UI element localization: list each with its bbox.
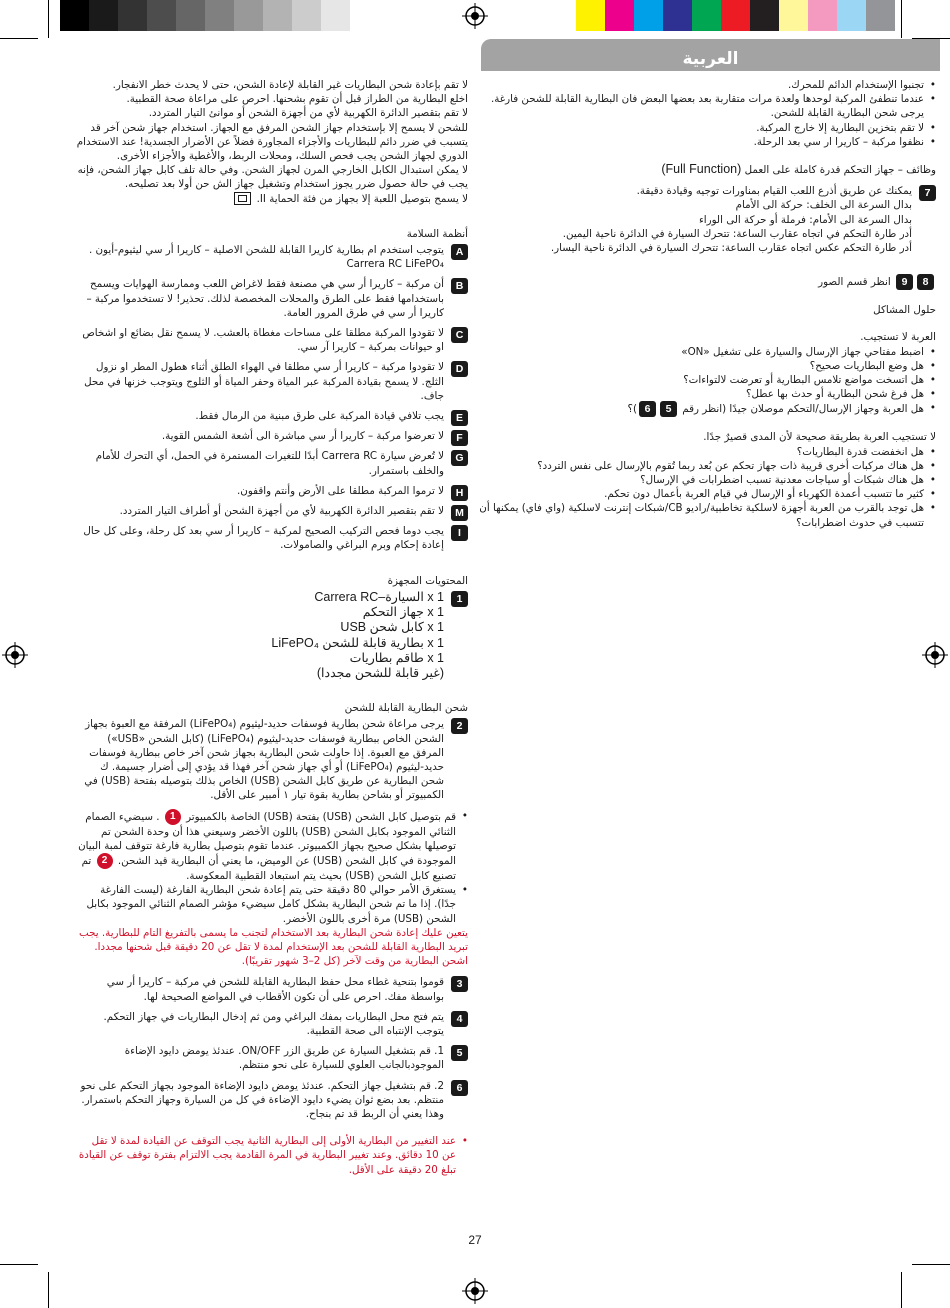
check-item: • كثير ما تتسبب أعمدة الكهرباء أو الإرسال في قيام العربة بأعمال دون تحكم. (476, 487, 936, 501)
crop-mark (48, 1272, 49, 1308)
badge-6: 6 (451, 1080, 468, 1096)
step-text: يرجى مراعاة شحن بطارية فوسفات حديد-ليثيوم (LiFePO₄) المرفقة مع العبوة بجهاز الشحن الخاص ببطارية فوسفات حديد-ليثيوم (LiFePO₄) (كابل الشحن «USB») المرفق مع العبوة. إذا حاولت شحن البطارية بجهاز شحن آخر خاص ببطارية فوسفات حديد-ليثيوم (LiFePO₄) أو أي جهاز شحن آخر فهذا قد يؤدي إلى أضرار جسيمة. ك شحن البطارية عن طريق كابل الشحن (USB) الخاص بذلك بتوصيله بفتحة (USB) في الكمبيوتر أو بشاحن بطارية بقوة تيار ١ أمبير على الأقل. (84, 718, 444, 802)
safety-title: أنظمة السلامة (406, 227, 468, 240)
color-swatch (750, 0, 779, 31)
safety-item-text: لا تقودوا المركبة مطلقا على مساحات مغطاة بالعشب. لا يسمح نقل بضائع او اشخاص او حيوانات بمركبة – كاريرا آر سي. (82, 327, 444, 354)
color-swatch (866, 0, 895, 31)
check-item: • هل العربة وجهاز الإرسال/التحكم موصلان جيدًا (انظر رقم 56)؟ (476, 401, 936, 417)
badge-c: C (451, 327, 468, 343)
safety-item-text: أن مركبة – كاريرا أر سي هي مصنعة فقط لاغراض اللعب وممارسة الهوايات ويسمح باستخدامها فقط على الطرق والمحلات المخصصة لذلك. تحذير! لا تستخدموا مركبة – كاريرا أر سي في طرق المرور العامة. (86, 278, 444, 319)
safety-item (75, 484, 468, 498)
intro-bullet: • عندما تنطفئ المركبة لوحدها ولعدة مرات متقاربة بعد بعضها البعض فان البطارية القابلة للشحن فارغة. يرجى شحن البطارية القابلة للشحن. (476, 92, 936, 120)
crop-mark (912, 1264, 950, 1265)
safety-item (75, 409, 468, 423)
badge-f: F (451, 430, 468, 446)
color-swatch (692, 0, 721, 31)
intro-bullet: • تجنبوا الإستخدام الدائم للمحرك. (476, 78, 936, 92)
badge-2: 2 (451, 718, 468, 734)
warning-line: لا تقم بإعادة شحن البطاريات غير القابلة لإعادة الشحن، حتى لا يحدث خطر الانفجار. (112, 79, 468, 91)
badge-a: A (451, 244, 468, 260)
color-swatch (721, 0, 750, 31)
no-response-title: العربة لا تستجيب. (860, 331, 936, 344)
check-item: • هل توجد بالقرب من العربة أجهزة لاسلكية تخاطبية/راديو CB/شبكات إنترنت لاسلكية (واي فاي) يمكنها أن تتسبب في حدوث اضطرابات؟ (476, 501, 936, 529)
color-swatch (60, 0, 89, 31)
contents-title: المحتويات المجهزة (387, 574, 468, 587)
badge-i: I (451, 525, 468, 541)
safety-item-text: لا تعرضوا مركبة – كاريرا أر سي مباشرة الى أشعة الشمس القوية. (161, 430, 444, 443)
warning-line: اخلع البطارية من الطراز قبل أن تقوم بشحنها. احرص على مراعاة صحة القطبية. (126, 93, 468, 106)
language-label: العربية (682, 49, 739, 69)
badge-g: G (451, 450, 468, 466)
color-swatch (663, 0, 692, 31)
setup-step (75, 975, 468, 1003)
badge-5: 5 (660, 401, 677, 417)
check-item: • هل فرغ شحن البطارية أو حدث بها عطل؟ (476, 387, 936, 401)
charging-bullet: • قم بتوصيل كابل الشحن (USB) بفتحة (USB) الخاصة بالكمبيوتر 1 . سيضيء الصمام الثنائي الموجود بكابل الشحن (USB) باللون الأخضر وسيعني هذا أن وحدة الشحن تم توصيلها بشكل صحيح بجهاز الكمبيوتر. عندما تقوم بتوصيل بطارية فارغة تتوقف لمبة البيان الموجودة في كابل الشحن (USB) عن الوميض، ما يعني أن البطارية قيد الشحن. 2 تم تصنيع كابل الشحن (USB) بحيث يتم استبعاد القطبية المعكوسة. (75, 809, 468, 884)
check-item: • هل وضع البطاريات صحيح؟ (476, 359, 936, 373)
contents-line: 1 x كابل شحن USB (340, 620, 444, 635)
warning-line: لا يسمح بتوصيل اللعبة إلا بجهاز من فئة الحماية II. (75, 192, 468, 206)
color-swatch (605, 0, 634, 31)
crop-mark (48, 0, 49, 38)
badge-5: 5 (451, 1045, 468, 1061)
safety-list (75, 243, 468, 553)
crop-mark (0, 38, 38, 39)
language-tab (481, 39, 940, 71)
badge-9: 9 (896, 274, 913, 290)
circle-1: 1 (165, 809, 181, 825)
grayscale-swatch-bar (60, 0, 350, 31)
intro-bullet: • نظفوا مركبة – كاريرا ار سي بعد الرحلة. (476, 135, 936, 149)
color-swatch (837, 0, 866, 31)
step-line: أدر طارة التحكم عكس اتجاه عقارب الساعة: تتحرك السيارة في الدائرة ناحية اليسار. (550, 242, 912, 255)
badge-b: B (451, 278, 468, 294)
images-reference: 89 انظر قسم الصور (476, 274, 936, 290)
left-column (75, 78, 468, 1177)
step-line: بدال السرعة الى الخلف: حركة الى الأمام (735, 199, 912, 212)
color-swatch (234, 0, 263, 31)
setup-step (75, 1044, 468, 1072)
short-range-title: لا تستجيب العربة بطريقة صحيحة لأن المدى قصيرٌ جدًا. (703, 431, 936, 444)
safety-item (75, 360, 468, 403)
badge-7: 7 (919, 185, 936, 201)
color-swatch (263, 0, 292, 31)
check-item: • هل هناك مركبات أخرى قريبة ذات جهاز تحكم عن بُعد ربما تُقوم بالإرسال على نفس التردد؟ (476, 459, 936, 473)
color-swatch (176, 0, 205, 31)
step-line: بدال السرعة الى الأمام: فرملة أو حركة الى الوراء (698, 213, 912, 226)
step-7 (476, 184, 936, 255)
color-swatch (292, 0, 321, 31)
safety-item-text: يجب دوما فحص التركيب الصحيح لمركبة – كاريرا أر سي بعد كل رحلة، وعلى كل حال إعادة إحكام وبرم البراغي والصامولات. (83, 525, 444, 552)
charging-title: شحن البطارية القابلة للشحن (344, 702, 468, 715)
functions-title: وظائف – جهاز التحكم قدرة كاملة على العمل (Full Function) (661, 162, 936, 177)
safety-item-text: لا تُعرض سيارة Carrera RC أبدًا للتغيرات المستمرة في الحمل، أي التحرك للأمام والخلف باستمرار. (95, 450, 444, 477)
contents-line: 1 x جهاز التحكم (362, 605, 444, 620)
color-swatch (147, 0, 176, 31)
badge-4: 4 (451, 1011, 468, 1027)
safety-item-text: يتوجب استخدم ام بطارية كاريرا القابلة للشحن الاصلية – كاريرا أر سي ليثيوم-أيون . Carrera RC LiFePO₄ (88, 244, 444, 271)
safety-item-text: لا تقودوا مركبة – كاريرا أر سي مطلقا في الهواء الطلق أثناء هطول المطر او نزول الثلج. لا يسمح بقيادة المركبة عبر المياة وحفر المياة أو الثلوج ويتوجب خزنها في محل جاف. (84, 361, 444, 402)
step-line: يمكنك عن طريق أذرع اللعب القيام بمناورات توجيه وقيادة دقيقة. (636, 185, 912, 198)
color-swatch (205, 0, 234, 31)
color-swatch (576, 0, 605, 31)
crop-mark (901, 1272, 902, 1308)
badge-8: 8 (917, 274, 934, 290)
safety-item-text: يجب تلافي قيادة المركبة على طرق مبنية من الرمال فقط. (195, 410, 444, 423)
color-swatch (634, 0, 663, 31)
crop-mark (901, 0, 902, 38)
safety-item (75, 429, 468, 443)
contents-line: (غير قابلة للشحن مجددا) (316, 665, 444, 680)
charging-bullet: • يستغرق الأمر حوالي 80 دقيقة حتى يتم إعادة شحن البطارية الفارغة (ليست الفارغة جدًا). إذا ما تم شحن البطارية بشكل كامل سيضيء مؤشر الصمام الثنائي الموجود بكابل الشحن (USB) مرة أخرى باللون الأخضر. (75, 883, 468, 926)
protection-class-ii-icon (234, 192, 251, 205)
badge-m: M (451, 505, 468, 521)
warning-line: لا تقم بتقصير الدائرة الكهربية لأي من أجهزة الشحن أو موانئ التيار المتردد. (148, 107, 468, 120)
safety-item (75, 326, 468, 354)
warning-line: لا يمكن استبدال الكابل الخارجي المرن لجهاز الشحن. وفي حالة تلف كابل جهاز الشحن، فإنه يجب في حالة حصول ضرر يجوز استخدام وتشغيل جهاز الش حن أولا بعد تصليحه. (77, 164, 468, 191)
right-column (476, 78, 936, 530)
setup-step-text: 2. قم بتشغيل جهاز التحكم. عندئذ يومض دايود الإضاءة الموجود بجهاز التحكم على نحو منتظم. بعد بضع ثوان يضيء دايود الإضاءة في كل من السيارة وجهاز التحكم باستمرار. وهذا يعني أن الربط قد تم بنجاح. (80, 1079, 444, 1120)
registration-mark-icon (922, 642, 948, 668)
final-red-note: • عند التغيير من البطارية الأولى إلى البطارية الثانية يجب التوقف عن القيادة لمدة لا تقل عن 10 دقائق. وعند تغيير البطارية في المرة القادمة يجب الالتزام بفترة توقف عن القيادة تبلغ 20 دقيقة على الأقل. (75, 1134, 468, 1177)
safety-item-text: لا تقم بتقصير الدائرة الكهربية لأي من أجهزة الشحن أو أطراف التيار المتردد. (119, 505, 444, 518)
circle-2: 2 (97, 853, 113, 869)
badge-1: 1 (451, 591, 468, 607)
warning-line: للشحن لا يسمح إلا بإستخدام جهاز الشحن المرفق مع الجهاز. استخدام جهاز شحن آخر قد يتسبب في ضرر دائم للبطاريات والأجزاء المجاورة فضلاً عن الأضرار الجسدية! عند الاستخدام الدوري لجهاز الشحن يجب فحص السلك، ومحلات الربط، والأغطية والأجزاء الأخرى. (76, 121, 468, 163)
setup-step (75, 1079, 468, 1122)
setup-step (75, 1010, 468, 1038)
color-swatch (779, 0, 808, 31)
color-swatch (118, 0, 147, 31)
registration-mark-icon (462, 3, 488, 29)
contents-line: 1 x طاقم بطاريات (349, 650, 444, 665)
setup-step-text: قوموا بتنحية غطاء محل حفظ البطارية القابلة للشحن في مركبة – كاريرا أر سي بواسطة مفك. احرص على أن تكون الأقطاب في المواضع الصحيحة لها. (106, 976, 444, 1003)
contents-list (75, 590, 468, 680)
step-line: أدر طارة التحكم في اتجاه عقارب الساعة: تتحرك السيارة في الدائرة ناحية اليمين. (562, 227, 912, 240)
check-item: • هل انخفضت قدرة البطاريات؟ (476, 445, 936, 459)
color-swatch (321, 0, 350, 31)
steps-list (75, 975, 468, 1121)
registration-mark-icon (2, 642, 28, 668)
badge-e: E (451, 410, 468, 426)
safety-item (75, 449, 468, 477)
color-swatch-bar (576, 0, 895, 31)
check-item: • هل هناك شبكات أو سياجات معدنية تسبب اضطرابات في الإرسال؟ (476, 473, 936, 487)
safety-item (75, 243, 468, 271)
color-swatch (808, 0, 837, 31)
safety-item (75, 504, 468, 518)
step-2 (75, 717, 468, 802)
safety-item-text: لا ترموا المركبة مطلقا على الأرض وأنتم واقفون. (237, 484, 444, 497)
check-item: • هل اتسخت مواضع تلامس البطارية أو تعرضت لالتواءات؟ (476, 373, 936, 387)
check-item: • اضبط مفتاحي جهاز الإرسال والسيارة على تشغيل «ON» (476, 345, 936, 359)
badge-6: 6 (639, 401, 656, 417)
safety-item (75, 524, 468, 552)
badge-h: H (451, 485, 468, 501)
red-note: يتعين عليك إعادة شحن البطارية بعد الاستخدام لتجنب ما يسمى بالتفريغ التام للبطارية. يجب تبريد البطارية القابلة للشحن بعد الإستخدام لمدة لا تقل عن 20 دقيقة قبل شحنها مجددا. اشحن البطارية من وقت لآخر (كل 2–3 شهور تقريبًا). (79, 926, 468, 968)
badge-d: D (451, 361, 468, 377)
registration-mark-icon (462, 1278, 488, 1304)
setup-step-text: 1. قم بتشغيل السيارة عن طريق الزر ON/OFF. عندئذ يومض دايود الإضاءة الموجودبالجانب العلوي للسيارة على نحو منتظم. (124, 1045, 444, 1072)
safety-item (75, 277, 468, 320)
color-swatch (89, 0, 118, 31)
setup-step-text: يتم فتح محل البطاريات بمفك البراغي ومن ثم إدخال البطاريات في جهاز التحكم. يتوجب الإنتباه الى صحة القطبية. (103, 1010, 444, 1037)
badge-3: 3 (451, 976, 468, 992)
troubleshooting-title: حلول المشاكل (873, 304, 936, 317)
page-number: 27 (468, 1233, 482, 1247)
contents-line: 1 x السيارة–Carrera RC (314, 589, 444, 604)
intro-bullet: • لا تقم بتخزين البطارية إلا خارج المركبة. (476, 121, 936, 135)
contents-line: 1 x بطارية قابلة للشحن LiFePO₄ (271, 635, 444, 650)
crop-mark (0, 1264, 38, 1265)
